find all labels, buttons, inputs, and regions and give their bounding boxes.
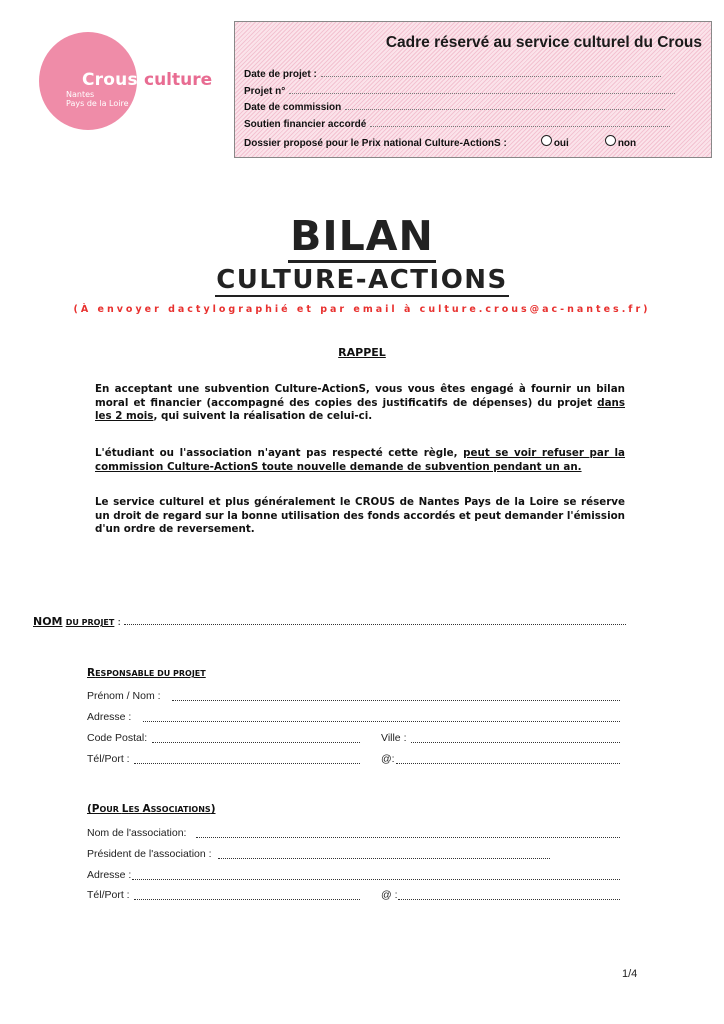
field-projet-no[interactable] (289, 85, 675, 94)
nom-label-big: NOM (33, 615, 63, 628)
field-email-assoc[interactable] (398, 899, 620, 900)
label-code-postal: Code Postal: (87, 732, 148, 744)
reserved-frame (234, 21, 712, 158)
frame-row-projet-no (244, 85, 675, 97)
label-prenom-nom: Prénom / Nom : (87, 690, 161, 702)
logo-culture-text: culture (144, 70, 213, 90)
rappel-paragraph-2: L'étudiant ou l'association n'ayant pas respecté cette règle, peut se voir refuser par la commission Culture-ActionS toute nouvelle demande de subvention pendant un an. (95, 447, 625, 473)
section-responsable: RESPONSABLE DU PROJET (87, 667, 206, 679)
nom-projet-row: NOM DU PROJET : (33, 615, 626, 628)
label-projet-no: Projet n° (244, 86, 286, 97)
field-adresse-assoc[interactable] (132, 879, 620, 880)
section-associations: (POUR LES ASSOCIATIONS) (87, 803, 216, 815)
radio-non[interactable] (605, 135, 616, 146)
label-president: Président de l'association : (87, 848, 212, 860)
field-adresse[interactable] (143, 721, 620, 722)
title-bilan: BILAN (0, 212, 724, 260)
radio-oui[interactable] (541, 135, 552, 146)
nom-label-small: DU PROJET (65, 618, 115, 627)
subtitle-instructions: (À envoyer dactylographié et par email à culture.crous@ac-nantes.fr) (73, 304, 651, 315)
frame-row-date-commission (244, 101, 665, 113)
logo-subtitle (66, 90, 129, 108)
label-date-projet: Date de projet : (244, 69, 317, 80)
rappel-heading: RAPPEL (338, 346, 386, 359)
label-tel-assoc: Tél/Port : (87, 889, 130, 901)
label-non: non (617, 138, 637, 149)
field-ville[interactable] (411, 742, 620, 743)
field-tel-assoc[interactable] (134, 899, 360, 900)
label-email: @: (381, 753, 395, 765)
label-nom-association: Nom de l'association: (87, 827, 187, 839)
rappel-paragraph-1: En acceptant une subvention Culture-ActionS, vous vous êtes engagé à fournir un bilan moral et financier (accompagné des copies des justificatifs de dépenses) du projet dans les 2 mois, qui suivent la réalisation de celui-ci. (95, 383, 625, 422)
field-nom-association[interactable] (196, 837, 620, 838)
nom-projet-field[interactable] (124, 615, 626, 625)
frame-title: Cadre réservé au service culturel du Crous (385, 34, 702, 51)
frame-row-dossier (244, 135, 636, 149)
logo-crous-text: Crous (82, 70, 138, 90)
label-date-commission: Date de commission (244, 102, 342, 113)
page-number: 1/4 (622, 968, 638, 980)
label-email-assoc: @ : (381, 889, 398, 901)
field-date-commission[interactable] (345, 101, 665, 110)
logo-sub-nantes: Nantes (66, 90, 95, 99)
rappel-paragraph-3: Le service culturel et plus généralement le CROUS de Nantes Pays de la Loire se réserve un droit de regard sur la bonne utilisation des fonds accordés et peut demander l'émission d'un ordre de reversement. (95, 496, 625, 535)
label-tel: Tél/Port : (87, 753, 130, 765)
title-culture-actions: CULTURE-ACTIONS (216, 265, 508, 295)
field-code-postal[interactable] (152, 742, 360, 743)
label-oui: oui (553, 138, 569, 149)
frame-row-date-projet (244, 68, 661, 80)
field-date-projet[interactable] (321, 68, 661, 77)
label-adresse: Adresse : (87, 711, 132, 723)
frame-row-soutien (244, 118, 670, 130)
label-dossier: Dossier proposé pour le Prix national Culture-ActionS : (244, 138, 507, 149)
logo-sub-region: Pays de la Loire (66, 99, 129, 108)
field-prenom-nom[interactable] (172, 700, 620, 701)
label-adresse-assoc: Adresse : (87, 869, 132, 881)
label-soutien: Soutien financier accordé (244, 119, 367, 130)
field-tel[interactable] (134, 763, 360, 764)
field-email[interactable] (396, 763, 620, 764)
label-ville: Ville : (381, 732, 407, 744)
field-president[interactable] (218, 858, 550, 859)
field-soutien[interactable] (370, 118, 670, 127)
